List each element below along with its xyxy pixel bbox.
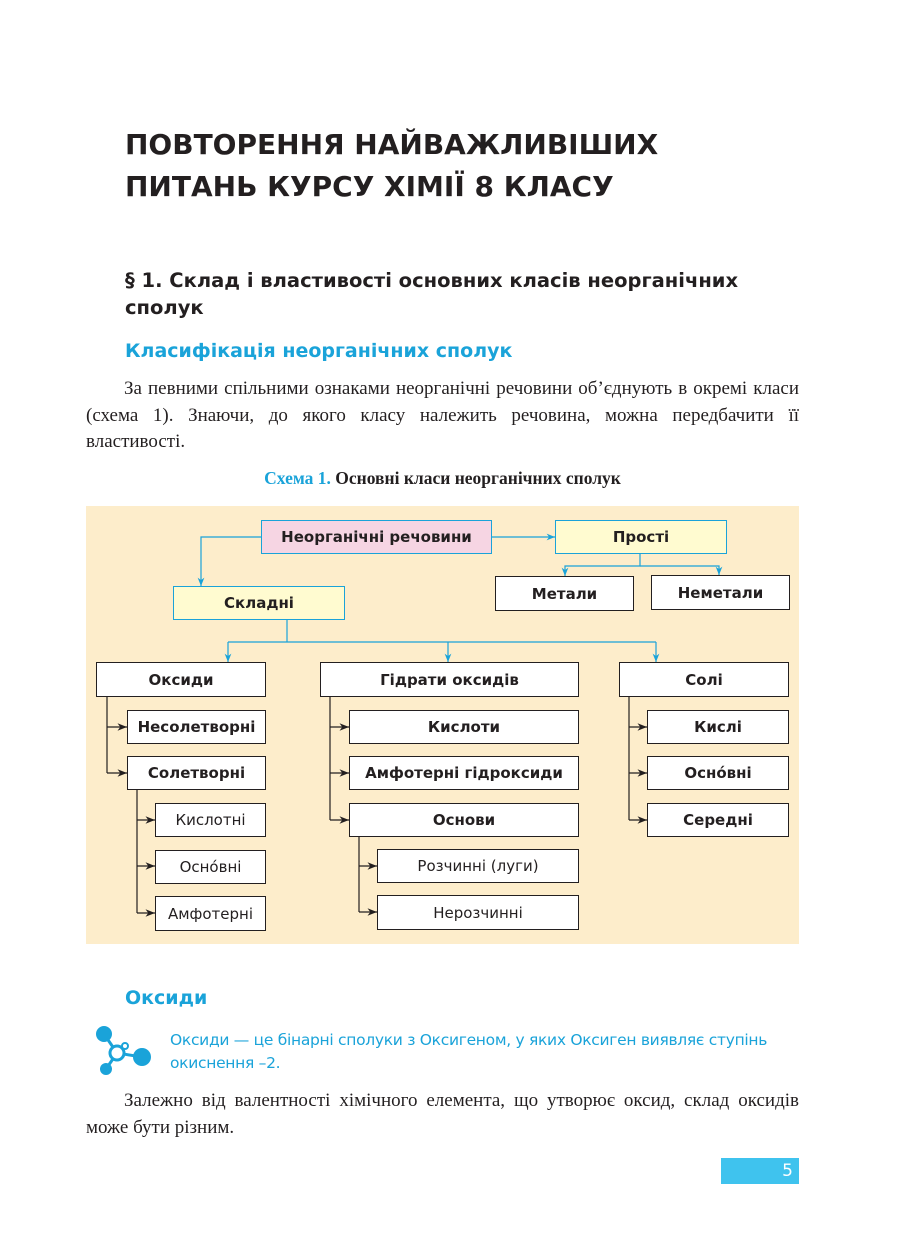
node-oxide-hydrates: Гідрати оксидів — [320, 662, 579, 697]
node-simple: Прості — [555, 520, 727, 554]
node-acid-salts: Кислі — [647, 710, 789, 744]
node-salt-forming: Солетворні — [127, 756, 266, 790]
section-title-line2: сполук — [125, 296, 204, 319]
node-acids: Кислоти — [349, 710, 579, 744]
node-soluble-bases: Розчинні (луги) — [377, 849, 579, 883]
node-salts: Солі — [619, 662, 789, 697]
chapter-title-line1: ПОВТОРЕННЯ НАЙВАЖЛИВІШИХ — [125, 128, 659, 161]
subheading-oxides: Оксиди — [125, 987, 208, 1009]
section-title-line1: § 1. Склад і властивості основних класів неорганічних — [125, 269, 739, 292]
arrow-simple-nonmetals — [640, 566, 719, 575]
chapter-title-line2: ПИТАНЬ КУРСУ ХІМІЇ 8 КЛАСУ — [125, 170, 614, 203]
node-basic-oxides: Осно́вні — [155, 850, 266, 884]
molecule-icon — [92, 1024, 154, 1080]
node-insoluble-bases: Нерозчинні — [377, 895, 579, 930]
valence-paragraph — [86, 1088, 799, 1141]
node-amphoteric-hydroxides: Амфотерні гідроксиди — [349, 756, 579, 790]
node-non-salt-forming: Несолетворні — [127, 710, 266, 744]
node-inorganic-substances: Неорганічні речовини — [261, 520, 492, 554]
node-metals: Метали — [495, 576, 634, 611]
arrow-simple-metals — [565, 554, 640, 576]
node-oxides: Оксиди — [96, 662, 266, 697]
scheme-caption-text: Основні класи неорганічних сполук — [335, 468, 621, 488]
node-bases: Основи — [349, 803, 579, 837]
valence-paragraph-text: Залежно від валентності хімічного елемента, що утворює оксид, склад оксидів може бути різним. — [86, 1090, 799, 1138]
scheme-caption-label: Схема 1. — [264, 468, 331, 488]
page-number: 5 — [721, 1158, 799, 1184]
arrow-root-complex — [201, 537, 261, 586]
subheading-classification: Класифікація неорганічних сполук — [125, 340, 513, 362]
intro-paragraph-text: За певними спільними ознаками неорганічні речовини об’єднують в окремі класи (схема 1). Знаючи, до якого класу належить речовина, можна передбачити її властивості. — [86, 378, 799, 452]
node-nonmetals: Неметали — [651, 575, 790, 610]
node-normal-salts: Середні — [647, 803, 789, 837]
node-acidic-oxides: Кислотні — [155, 803, 266, 837]
oxide-definition: Оксиди — це бінарні сполуки з Оксигеном, у яких Оксиген виявляє ступінь окиснення –2. — [170, 1031, 768, 1072]
node-complex: Складні — [173, 586, 345, 620]
node-basic-salts: Осно́вні — [647, 756, 789, 790]
node-amphoteric-oxides: Амфотерні — [155, 896, 266, 931]
